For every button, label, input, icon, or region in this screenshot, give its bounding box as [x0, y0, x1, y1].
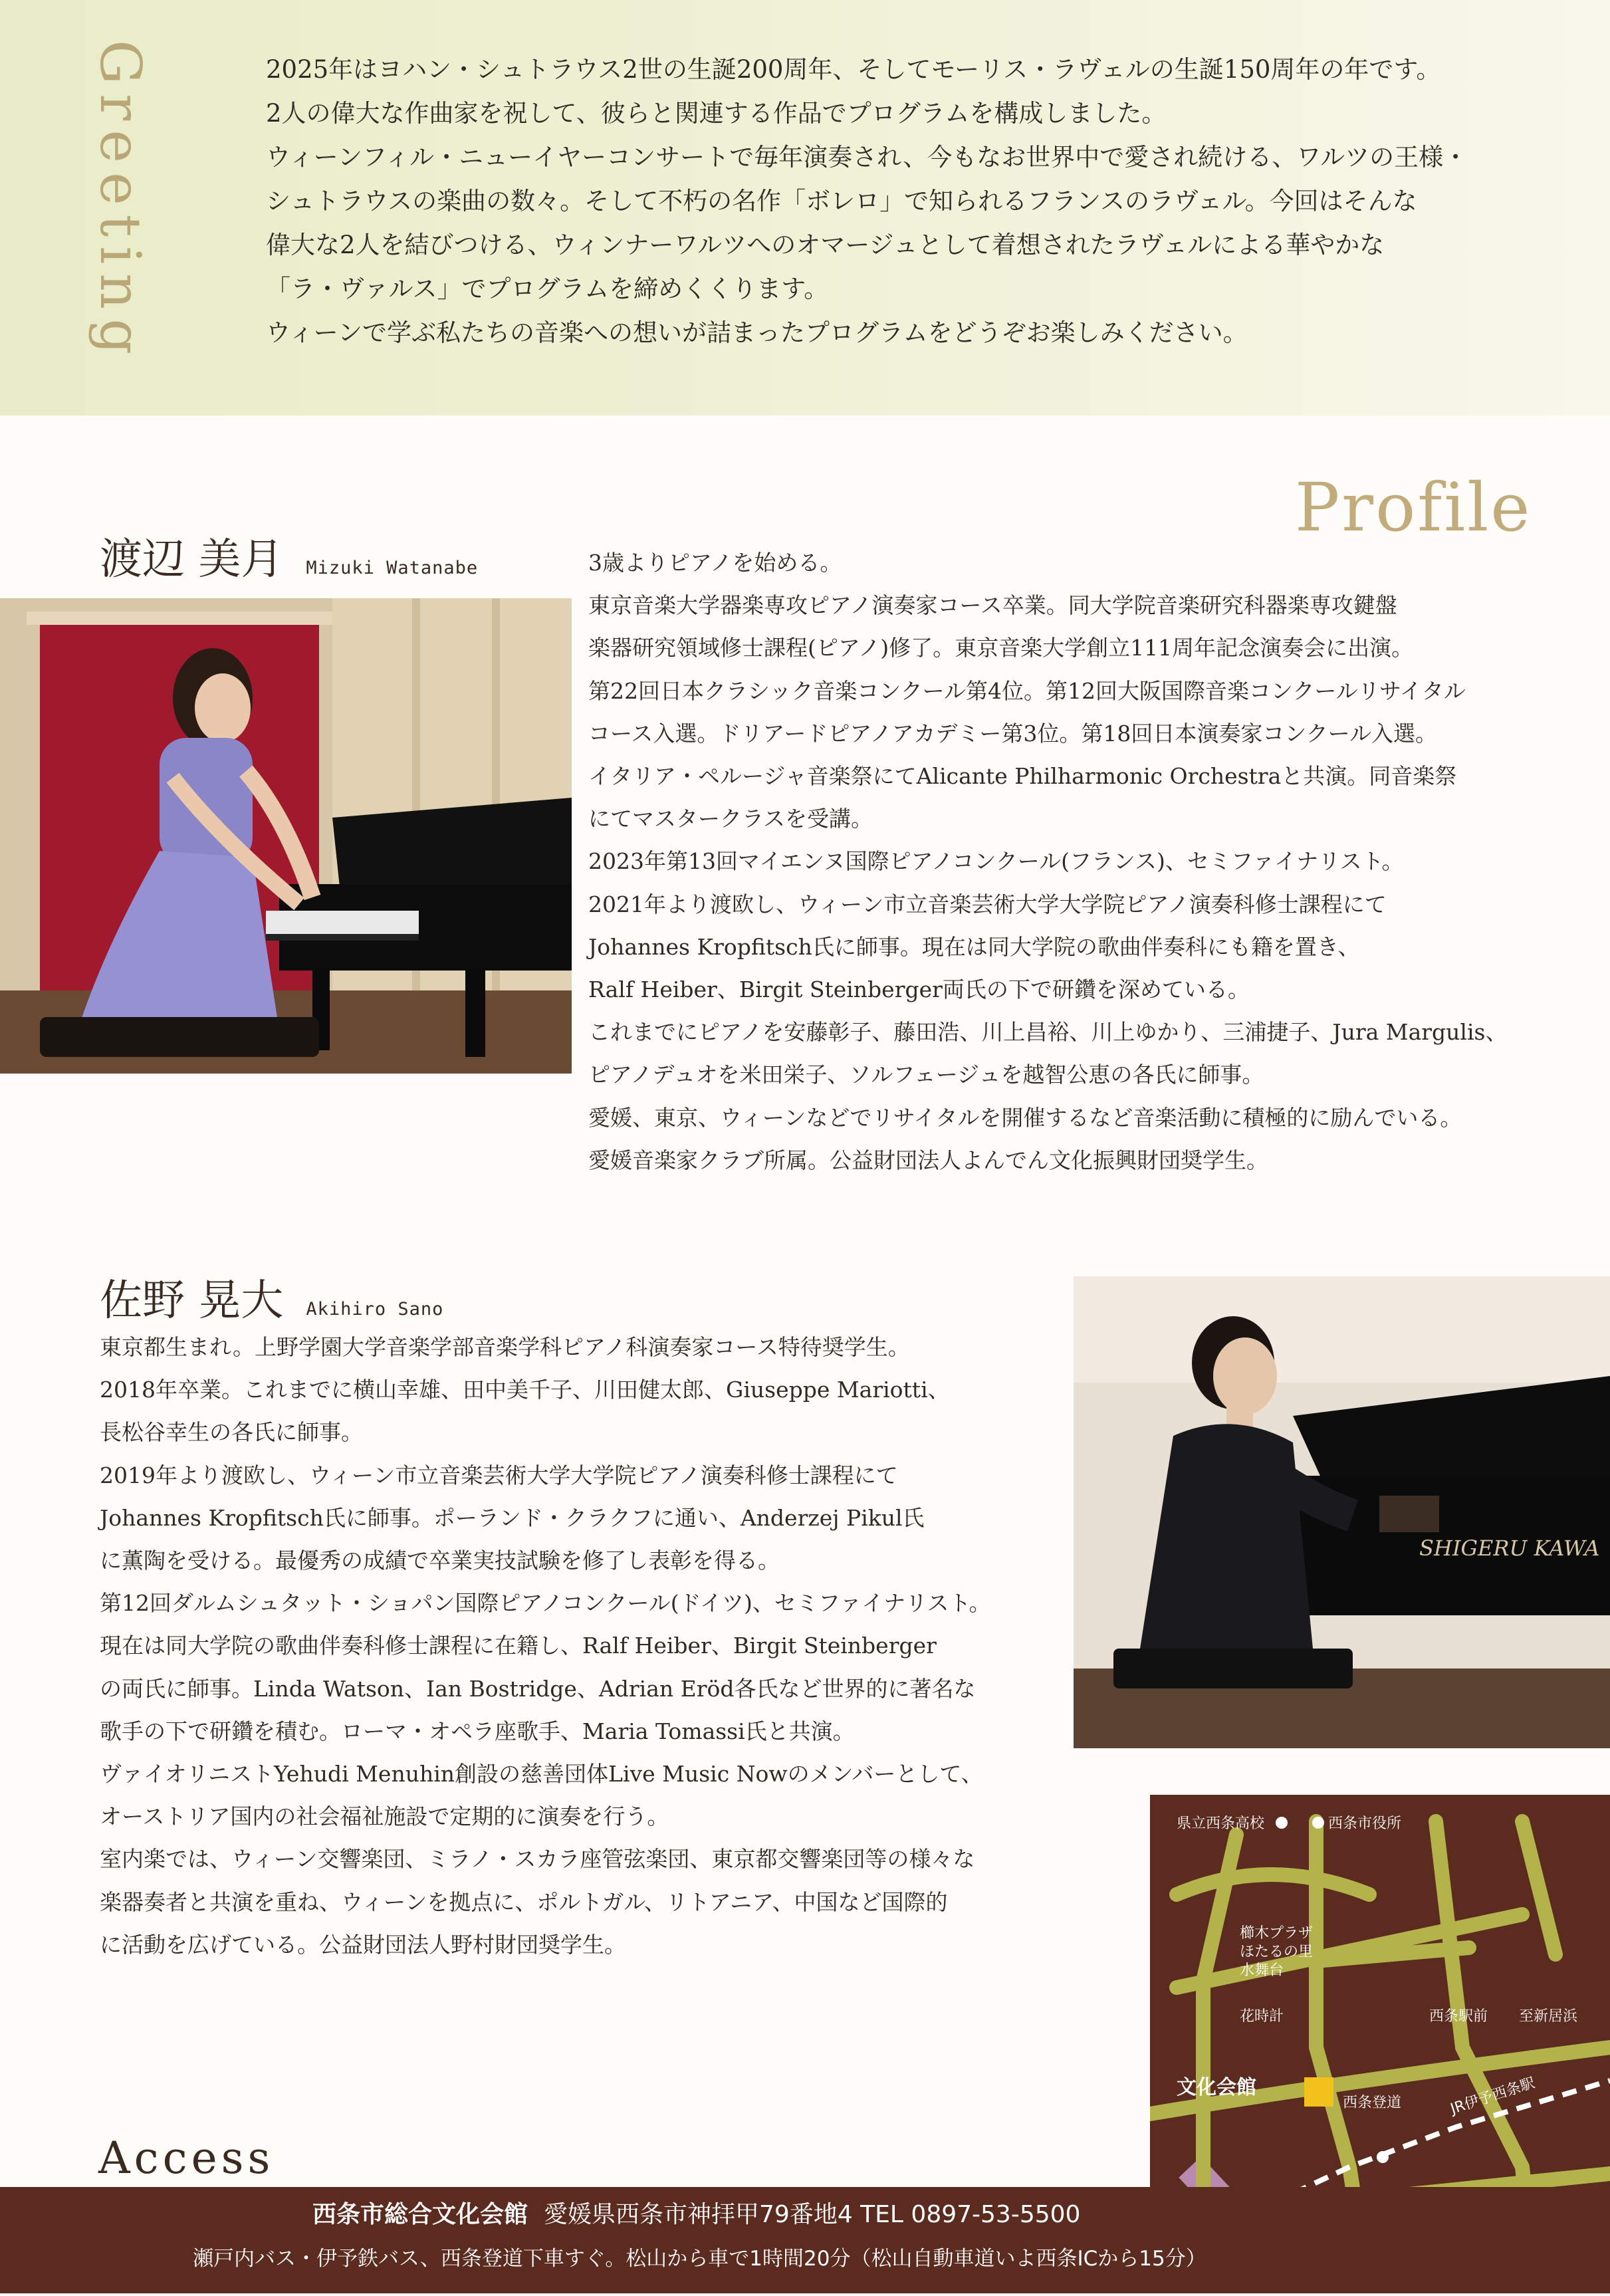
- greeting-line: 偉大な2人を結びつける、ウィンナーワルツへのオマージュとして着想されたラヴェルによる華やかな: [266, 231, 1385, 259]
- bio-line: 東京音楽大学器楽専攻ピアノ演奏家コース卒業。同大学院音楽研究科器楽専攻鍵盤: [588, 592, 1397, 619]
- access-directions: 瀬戸内バス・伊予鉄バス、西条登道下車すぐ。松山から車で1時間20分（松山自動車道いよ西条ICから15分）: [193, 2247, 1207, 2271]
- bio-line: 長松谷幸生の各氏に師事。: [100, 1419, 363, 1446]
- bio-line: にてマスタークラスを受講。: [588, 806, 873, 832]
- bio-line: 3歳よりピアノを始める。: [588, 550, 842, 576]
- performer-1-heading: [100, 525, 478, 586]
- bio-line: Johannes Kropfitsch氏に師事。ポーランド・クラクフに通い、Anderzej Pikul氏: [100, 1504, 925, 1531]
- bio-line: の両氏に師事。Linda Watson、Ian Bostridge、Adrian Eröd各氏など世界的に著名な: [100, 1675, 976, 1702]
- bio-line: オーストリア国内の社会福祉施設で定期的に演奏を行う。: [100, 1803, 669, 1830]
- performer-2-name: 佐野 晃大: [100, 1276, 284, 1325]
- greeting-text: [266, 48, 1582, 355]
- performer-2-roman-name: Akihiro Sano: [306, 1299, 444, 1320]
- bio-line: イタリア・ペルージャ音楽祭にてAlicante Philharmonic Orchestraと共演。同音楽祭: [588, 763, 1457, 790]
- bio-line: 2023年第13回マイエンヌ国際ピアノコンクール(フランス)、セミファイナリスト。: [588, 848, 1404, 875]
- performer-2-photo: [1074, 1276, 1610, 1748]
- bio-line: ヴァイオリニストYehudi Menuhin創設の慈善団体Live Music Nowのメンバーとして、: [100, 1761, 983, 1787]
- greeting-line: 「ラ・ヴァルス」でプログラムを締めくくります。: [266, 275, 829, 303]
- greeting-title: Greeting: [88, 40, 153, 364]
- map-label: 水舞台: [1240, 1962, 1284, 1979]
- bio-line: 現在は同大学院の歌曲伴奏科修士課程に在籍し、Ralf Heiber、Birgit Steinberger: [100, 1633, 937, 1659]
- map-label: 西条登道: [1343, 2095, 1402, 2111]
- greeting-line: 2人の偉大な作曲家を祝して、彼らと関連する作品でプログラムを構成しました。: [266, 99, 1167, 128]
- performer-1-roman-name: Mizuki Watanabe: [306, 558, 479, 578]
- bio-line: これまでにピアノを安藤彰子、藤田浩、川上昌裕、川上ゆかり、三浦捷子、Jura Margulis、: [588, 1019, 1508, 1046]
- map-label: 西条駅前: [1429, 2008, 1488, 2025]
- venue-address: 愛媛県西条市神拝甲79番地4 TEL 0897-53-5500: [544, 2201, 1081, 2228]
- bio-line: 東京都生まれ。上野学園大学音楽学部音楽学科ピアノ科演奏家コース特待奨学生。: [100, 1334, 910, 1360]
- performer-1-bio: [588, 542, 1552, 1182]
- bio-line: 室内楽では、ウィーン交響楽団、ミラノ・スカラ座管弦楽団、東京都交響楽団等の様々な: [100, 1846, 975, 1873]
- bio-line: Ralf Heiber、Birgit Steinberger両氏の下で研鑽を深めている。: [588, 976, 1250, 1003]
- map-label: 西条市役所: [1328, 1815, 1402, 1832]
- performer-1-name: 渡辺 美月: [100, 535, 284, 584]
- map-venue-label: 文化会館: [1177, 2076, 1256, 2099]
- map-venue-marker: [1304, 2077, 1333, 2107]
- profile-title: Profile: [1295, 469, 1532, 546]
- bio-line: ピアノデュオを米田栄子、ソルフェージュを越智公恵の各氏に師事。: [588, 1062, 1264, 1088]
- bio-line: 歌手の下で研鑽を積む。ローマ・オペラ座歌手、Maria Tomassi氏と共演。: [100, 1718, 855, 1744]
- greeting-section: [0, 0, 1610, 415]
- piano-brand-text: SHIGERU KAWA: [1419, 1536, 1600, 1561]
- bio-line: Johannes Kropfitsch氏に師事。現在は同大学院の歌曲伴奏科にも籍を置き、: [588, 933, 1360, 960]
- performer-1-photo: [0, 598, 572, 1074]
- bio-line: 2019年より渡欧し、ウィーン市立音楽芸術大学大学院ピアノ演奏科修士課程にて: [100, 1462, 898, 1488]
- map-label: ほたるの里: [1240, 1944, 1314, 1960]
- bio-line: 楽器奏者と共演を重ね、ウィーンを拠点に、ポルトガル、リトアニア、中国など国際的: [100, 1889, 948, 1915]
- map-label: 至新居浜: [1519, 2008, 1578, 2025]
- map-label: 県立西条高校: [1177, 1815, 1265, 1832]
- bio-line: 第22回日本クラシック音楽コンクール第4位。第12回大阪国際音楽コンクールリサイタル: [588, 677, 1466, 704]
- bio-line: 2018年卒業。これまでに横山幸雄、田中美千子、川田健太郎、Giuseppe Mariotti、: [100, 1377, 950, 1403]
- map-label: JR伊予西条駅: [1448, 2075, 1538, 2118]
- access-venue-line: [312, 2196, 1080, 2230]
- greeting-line: シュトラウスの楽曲の数々。そして不朽の名作「ボレロ」で知られるフランスのラヴェル。今回はそんな: [266, 187, 1417, 215]
- bio-line: 楽器研究領域修士課程(ピアノ)修了。東京音楽大学創立111周年記念演奏会に出演。: [588, 635, 1414, 661]
- greeting-line: ウィーンフィル・ニューイヤーコンサートで毎年演奏され、今もなお世界中で愛され続ける、ワルツの王様・: [266, 143, 1468, 172]
- bio-line: 2021年より渡欧し、ウィーン市立音楽芸術大学大学院ピアノ演奏科修士課程にて: [588, 891, 1387, 917]
- greeting-line: ウィーンで学ぶ私たちの音楽への想いが詰まったプログラムをどうぞお楽しみください。: [266, 318, 1248, 347]
- performer-2-bio: [100, 1326, 1057, 1966]
- map-label: 花時計: [1240, 2008, 1284, 2025]
- performer-2-heading: [100, 1266, 443, 1327]
- bio-line: に活動を広げている。公益財団法人野村財団奨学生。: [100, 1931, 626, 1958]
- bio-line: に薫陶を受ける。最優秀の成績で卒業実技試験を修了し表彰を得る。: [100, 1548, 780, 1574]
- access-title: Access: [98, 2132, 275, 2184]
- bio-line: 愛媛、東京、ウィーンなどでリサイタルを開催するなど音楽活動に積極的に励んでいる。: [588, 1104, 1462, 1131]
- map-label: 櫛木プラザ: [1240, 1925, 1314, 1942]
- bio-line: 愛媛音楽家クラブ所属。公益財団法人よんでん文化振興財団奨学生。: [588, 1147, 1268, 1173]
- venue-name: 西条市総合文化会館: [312, 2201, 528, 2228]
- greeting-line: 2025年はヨハン・シュトラウス2世の生誕200周年、そしてモーリス・ラヴェルの生誕150周年の年です。: [266, 55, 1441, 84]
- bio-line: コース入選。ドリアードピアノアカデミー第3位。第18回日本演奏家コンクール入選。: [588, 720, 1438, 746]
- bio-line: 第12回ダルムシュタット・ショパン国際ピアノコンクール(ドイツ)、セミファイナリスト。: [100, 1590, 991, 1617]
